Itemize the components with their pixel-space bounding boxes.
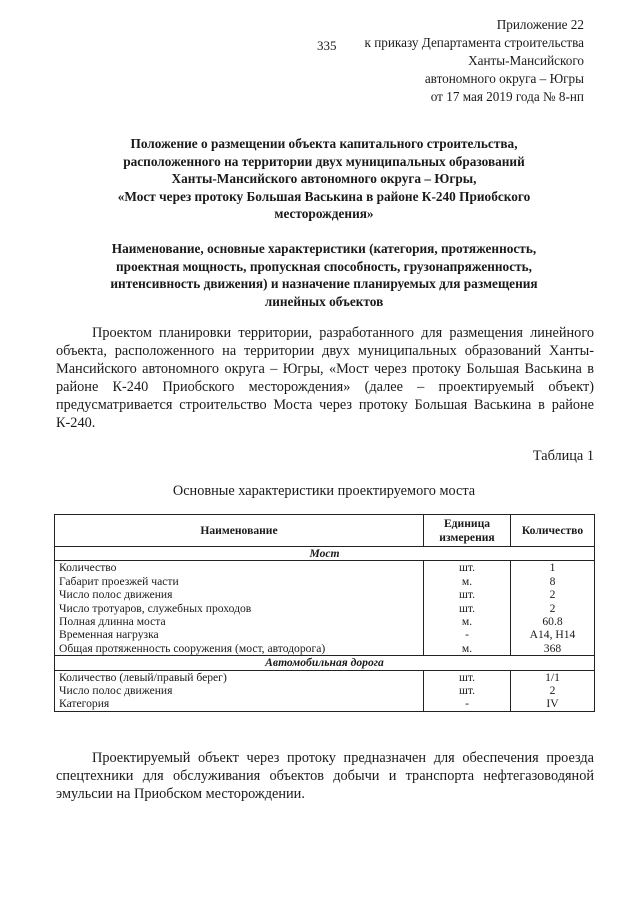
cell-name: Временная нагрузка (55, 628, 424, 641)
group-title: Мост (55, 547, 595, 561)
cell-value: 2 (511, 588, 595, 601)
cell-unit: - (424, 628, 511, 641)
cell-value: А14, Н14 (511, 628, 595, 641)
cell-unit: м. (424, 615, 511, 628)
purpose-paragraph: Проектируемый объект через протоку предназначен для обеспечения проезда спецтехники для обслуживания объектов добычи и транспорта нефтегазоводяной эмульсии на Приобском месторождении. (56, 750, 594, 802)
table-caption: Основные характеристики проектируемого моста (172, 483, 476, 499)
cell-value: 8 (511, 575, 595, 588)
section-title-line: проектная мощность, пропускная способность, грузонапряженность, (116, 258, 532, 274)
cell-name: Число тротуаров, служебных проходов (55, 602, 424, 615)
cell-value: 1 (511, 561, 595, 575)
table-row (55, 642, 595, 656)
cell-unit: шт. (424, 684, 511, 697)
cell-name: Количество (55, 561, 424, 575)
cell-unit: - (424, 697, 511, 711)
cell-unit: шт. (424, 561, 511, 575)
appendix-line: от 17 мая 2019 года № 8-нп (430, 89, 584, 104)
table-row (55, 684, 595, 697)
group-title: Автомобильная дорога (55, 656, 595, 670)
cell-value: IV (511, 697, 595, 711)
table-row (55, 628, 595, 641)
cell-unit: шт. (424, 588, 511, 601)
cell-name: Габарит проезжей части (55, 575, 424, 588)
cell-value: 2 (511, 684, 595, 697)
section-title-line: Наименование, основные характеристики (категория, протяженность, (111, 241, 537, 256)
cell-name: Общая протяженность сооружения (мост, автодорога) (55, 642, 424, 656)
table-row (55, 670, 595, 684)
cell-name: Количество (левый/правый берег) (55, 670, 424, 684)
section-title-line: линейных объектов (264, 293, 384, 309)
title-line: месторождения» (274, 206, 374, 221)
cell-name: Число полос движения (55, 588, 424, 601)
cell-name: Категория (55, 697, 424, 711)
title-line: Ханты-Мансийского автономного округа – Югры, (171, 171, 477, 186)
cell-unit: шт. (424, 602, 511, 615)
table-row (55, 575, 595, 588)
table-row (55, 588, 595, 601)
section-title-line: интенсивность движения) и назначение планируемых для размещения (110, 276, 538, 291)
page-number: 335 (317, 38, 337, 53)
header-name: Наименование (55, 515, 424, 547)
cell-value: 60.8 (511, 615, 595, 628)
cell-unit: шт. (424, 670, 511, 684)
section-title (56, 240, 592, 310)
cell-value: 2 (511, 602, 595, 615)
appendix-line: Приложение 22 (496, 17, 584, 32)
appendix-line: к приказу Департамента строительства (364, 35, 584, 50)
table-label: Таблица 1 (532, 448, 594, 464)
table-header-row (55, 515, 595, 547)
group-row-road (55, 656, 595, 670)
cell-unit: м. (424, 575, 511, 588)
appendix-line: автономного округа – Югры (424, 71, 584, 86)
table-row (55, 615, 595, 628)
intro-paragraph: Проектом планировки территории, разработанного для размещения линейного объекта, расположенного на территории двух муниципальных образований Ханты-Мансийского автономного округа – Югры, «Мост через протоку Большая Васькина в районе К-240 Приобского месторождения» (далее – проектируемый объект) предусматривается строительство Моста через протоку Большая Васькина в районе К-240. (56, 325, 594, 431)
table-row (55, 561, 595, 575)
cell-name: Число полос движения (55, 684, 424, 697)
header-unit: Единица измерения (424, 515, 511, 547)
appendix-line: Ханты-Мансийского (468, 53, 584, 68)
table-row (55, 602, 595, 615)
title-line: расположенного на территории двух муниципальных образований (123, 153, 525, 169)
appendix-block (284, 16, 584, 106)
cell-value: 1/1 (511, 670, 595, 684)
header-quantity: Количество (511, 515, 595, 547)
title-line: Положение о размещении объекта капитального строительства, (130, 136, 518, 151)
cell-unit: м. (424, 642, 511, 656)
characteristics-table (54, 514, 595, 712)
title-line: «Мост через протоку Большая Васькина в районе К-240 Приобского (117, 188, 531, 204)
document-title (56, 135, 592, 223)
table-row (55, 697, 595, 711)
cell-value: 368 (511, 642, 595, 656)
group-row-bridge (55, 547, 595, 561)
cell-name: Полная длинна моста (55, 615, 424, 628)
